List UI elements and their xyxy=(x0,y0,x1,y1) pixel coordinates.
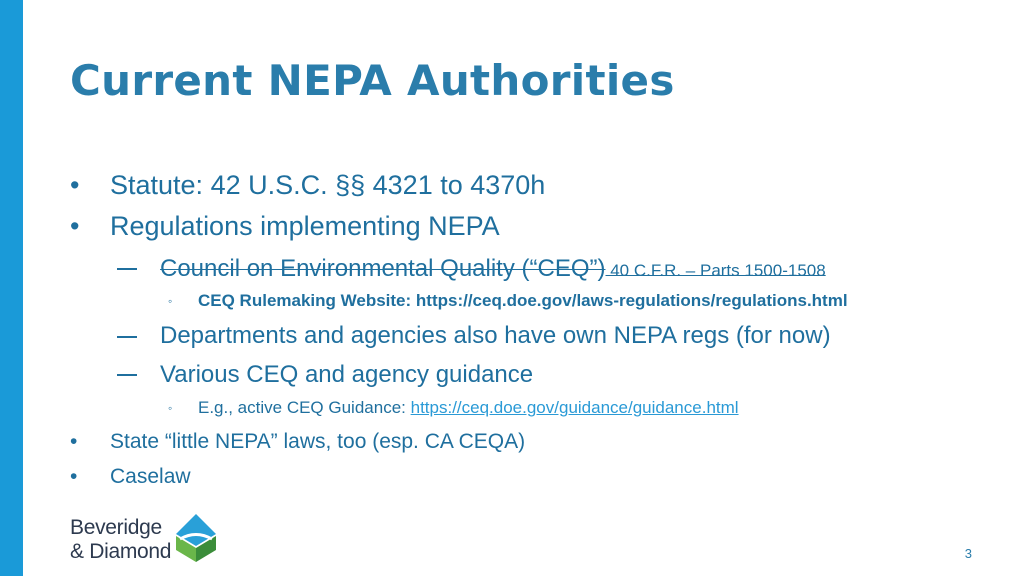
diamond-logo-icon xyxy=(174,512,218,564)
eg-guidance-item xyxy=(198,398,739,418)
guidance-link[interactable]: https://ceq.doe.gov/guidance/guidance.html xyxy=(410,398,739,417)
page-number: 3 xyxy=(964,546,972,561)
accent-bar xyxy=(0,0,23,576)
logo-text-line2: & Diamond xyxy=(70,540,172,563)
bullet-dot: • xyxy=(70,211,80,241)
company-logo xyxy=(70,512,230,568)
bullet-state: State “little NEPA” laws, too (esp. CA CEQA) xyxy=(110,430,526,453)
sub-bullet-ceq xyxy=(117,255,826,283)
sub-bullet-various: Various CEQ and agency guidance xyxy=(160,361,534,388)
bullet-regulations: Regulations implementing NEPA xyxy=(110,211,500,241)
ceq-website-item: CEQ Rulemaking Website: https://ceq.doe.gov/laws-regulations/regulations.html xyxy=(198,291,848,310)
dash-marker xyxy=(117,336,137,338)
bullet-caselaw: Caselaw xyxy=(110,465,191,488)
eg-prefix-text: E.g., active CEQ Guidance: xyxy=(198,398,411,417)
slide-title: Current NEPA Authorities xyxy=(70,56,675,105)
circle-bullet: ◦ xyxy=(168,401,173,415)
ceq-main-text: Council on Environmental Quality (“CEQ”) xyxy=(160,255,606,282)
logo-text-line1: Beveridge xyxy=(70,516,162,539)
bullet-statute: Statute: 42 U.S.C. §§ 4321 to 4370h xyxy=(110,170,546,200)
ceq-cfr-text: 40 C.F.R. – Parts 1500-1508 xyxy=(605,261,826,280)
circle-bullet: ◦ xyxy=(168,294,173,308)
bullet-dot: • xyxy=(70,465,78,488)
bullet-dot: • xyxy=(70,170,80,200)
bullet-dot: • xyxy=(70,430,78,453)
sub-bullet-departments: Departments and agencies also have own NEPA regs (for now) xyxy=(160,322,831,349)
dash-marker xyxy=(117,374,137,376)
